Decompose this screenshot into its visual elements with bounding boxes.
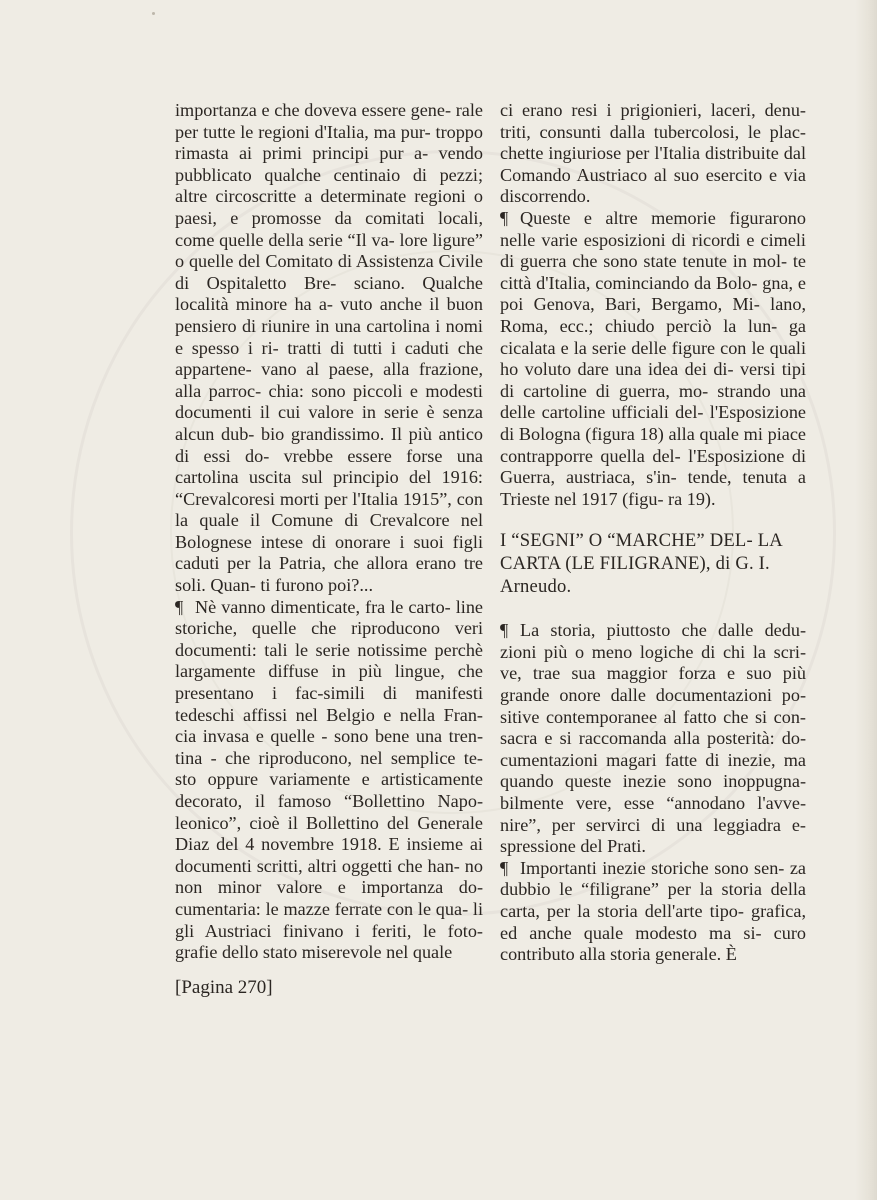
right-column	[500, 100, 806, 966]
left-column	[175, 100, 483, 964]
page-edge	[855, 0, 877, 1200]
speck	[152, 12, 155, 15]
paragraph	[500, 858, 806, 966]
pilcrow-icon: ¶	[175, 596, 184, 617]
paragraph-text: Queste e altre memorie figurarono nelle varie esposizioni di ricordi e cimeli di guerra che sono state tenute in mol- te città d'Italia, cominciando da Bolo- gna, e poi Genova, Bari, Bergamo, Mi- lano, Roma, ecc.; chiudo perciò la lun- ga cicalata e la serie delle figure con le quali ho voluto dare una idea dei di- versi tipi di cartoline di guerra, mo- strando una delle cartoline ufficiali del- l'Esposizione di Bologna (figura 18) alla quale mi piace contrapporre quella del- l'Esposizione di Guerra, austriaca, s'in- tende, tenuta a Trieste nel 1917 (figu- ra 19).	[500, 207, 806, 509]
paragraph-text: Importanti inezie storiche sono sen- za dubbio le “filigrane” per la storia della carta, per la storia dell'arte tipo- grafica, ed anche quale modesto ma si- curo contributo alla storia generale. È	[500, 857, 806, 965]
pilcrow-icon: ¶	[500, 207, 509, 228]
paragraph	[500, 620, 806, 858]
paragraph-text: ci erano resi i prigionieri, laceri, denu- triti, consunti dalla tubercolosi, le plac- chette ingiuriose per l'Italia distribuite dal Comando Austriaco al suo esercito e via discorrendo.	[500, 100, 806, 207]
section-heading-text: I “SEGNI” O “MARCHE” DEL- LA CARTA (LE FILIGRANE), di G. I. Arneudo.	[500, 530, 782, 598]
paragraph-text: La storia, piuttosto che dalle dedu- zioni più o meno logiche di chi la scri- ve, trae sua maggior forza e suo più grande onore dalle documentazioni po- sitive contemporanee al fatto che si con- sacra e si raccomanda alla posterità: do- cumentazioni magari fatte di inezie, ma quando queste inezie sono inoppugna- bilmente vere, esse “annodano l'avve- nire”, per servirci di una leggiadra e- spressione del Prati.	[500, 620, 806, 857]
paragraph	[175, 100, 483, 597]
section-heading	[500, 529, 806, 598]
pilcrow-icon: ¶	[500, 857, 509, 878]
page-number: [Pagina 270]	[175, 977, 273, 998]
pilcrow-icon: ¶	[500, 620, 509, 641]
paragraph	[500, 100, 806, 208]
paragraph-text: Nè vanno dimenticate, fra le carto- line storiche, quelle che riproducono veri documenti: tali le serie notissime perchè largamente diffuse in più lingue, che presentano i fac-simili di manifesti tedeschi affissi nel Belgio e nella Fran- cia invasa e quelle - sono bene una tren- tina - che riproducono, nel semplice te- sto oppure variamente e artisticamente decorato, il famoso “Bollettino Napo- leonico”, cioè il Bollettino del Generale Diaz del 4 novembre 1918. E insieme ai documenti scritti, altri oggetti che han- no non minor valore e importanza do- cumentaria: le mazze ferrate con le qua- li gli Austriaci finivano i feriti, le foto- grafie dello stato miserevole nel quale	[175, 596, 483, 963]
paragraph	[500, 208, 806, 510]
paragraph-text: importanza e che doveva essere gene- rale per tutte le regioni d'Italia, ma pur- troppo rimasta ai primi principi pur a- vendo pubblicato qualche centinaio di pezzi; altre circoscritte a determinate regioni o paesi, e promosse da comitati locali, come quelle della serie “Il va- lore ligure” o quelle del Comitato di Assistenza Civile di Ospitaletto Bre- sciano. Qualche località minore ha a- vuto anche il buon pensiero di riunire in una cartolina i nomi e spesso i ri- tratti di tutti i caduti che appartene- vano al paese, alla frazione, alla parroc- chia: sono piccoli e modesti documenti il cui valore in serie è senza alcun dub- bio grandissimo. Il più antico di essi do- vrebbe essere forse una cartolina uscita sul principio del 1916: “Crevalcoresi morti per l'Italia 1915”, con la quale il Comune di Crevalcore nel Bolognese intese di onorare i suoi figli caduti per la Patria, che allora erano tre soli. Quan- ti furono poi?...	[175, 100, 483, 596]
paragraph	[175, 597, 483, 964]
